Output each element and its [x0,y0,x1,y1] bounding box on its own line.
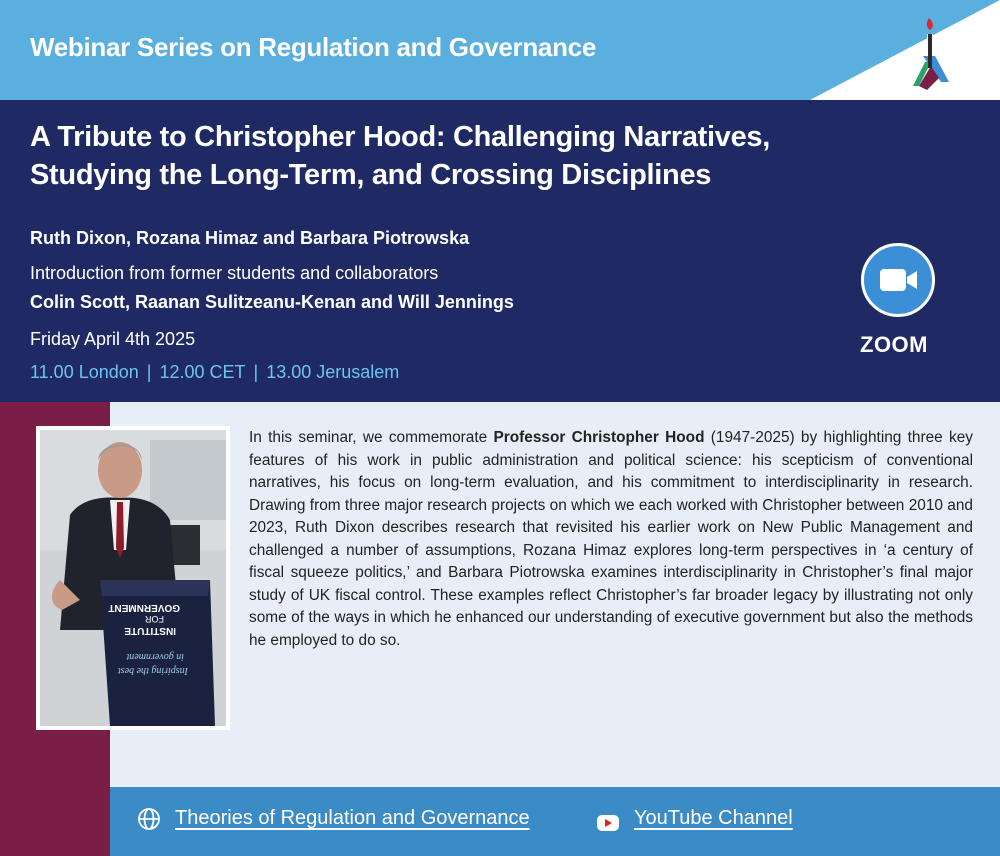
honoree-name: Professor Christopher Hood [493,429,705,446]
youtube-icon[interactable] [596,813,620,833]
footer-bar [110,787,1000,856]
description-intro: In this seminar, we commemorate [249,429,494,446]
event-description [249,427,973,652]
svg-text:GOVERNMENT: GOVERNMENT [108,602,180,613]
time-jerusalem: 13.00 Jerusalem [266,362,400,382]
svg-text:FOR: FOR [145,614,164,624]
collaborators: Colin Scott, Raanan Sulitzeanu-Kenan and Will Jennings [30,292,514,312]
time-london: 11.00 London [30,362,139,382]
event-title [30,118,890,194]
podium-text: INSTITUTE [124,625,176,636]
speaker-photo [36,426,230,730]
event-title-line2: Studying the Long-Term, and Crossing Disciplines [30,159,712,191]
globe-icon[interactable] [137,807,161,831]
speakers: Ruth Dixon, Rozana Himaz and Barbara Piotrowska [30,228,470,248]
zoom-camera-icon[interactable] [861,243,935,317]
event-header [0,100,1000,402]
description-body: (1947-2025) by highlighting three key features of his work in public administration and political science: his scepticism of conventional narratives, his focus on long-term evaluation, and his commitment to interdisciplinarity in research. Drawing from three major research projects on which we each worked with Christopher between 2010 and 2023, Ruth Dixon describes research that revisited his earlier work on New Public Management and challenged a number of assumptions, Rozana Himaz explores long-term perspectives in ‘a century of fiscal squeeze politics,’ and Barbara Piotrowska examines interdisciplinarity in Christopher’s final major study of UK fiscal control. These examples reflect Christopher’s far broader legacy by illustrating not only some of the ways in which he enhanced our understanding of executive government but also the methods he employed to do so. [249,429,973,649]
youtube-link[interactable]: YouTube Channel [634,807,793,829]
zoom-label: ZOOM [860,332,928,357]
series-title: Webinar Series on Regulation and Governance [30,32,596,62]
svg-text:Inspiring the best: Inspiring the best [118,665,188,676]
time-cet: 12.00 CET [159,362,246,382]
intro-text: Introduction from former students and collaborators [30,263,439,283]
event-title-line1: A Tribute to Christopher Hood: Challenging Narratives, [30,121,771,153]
event-date: Friday April 4th 2025 [30,329,196,349]
institution-logo [905,16,955,94]
svg-text:in government: in government [126,651,184,662]
event-times: 11.00 London | 12.00 CET | 13.00 Jerusalem [30,362,400,382]
theories-link[interactable]: Theories of Regulation and Governance [175,807,530,829]
